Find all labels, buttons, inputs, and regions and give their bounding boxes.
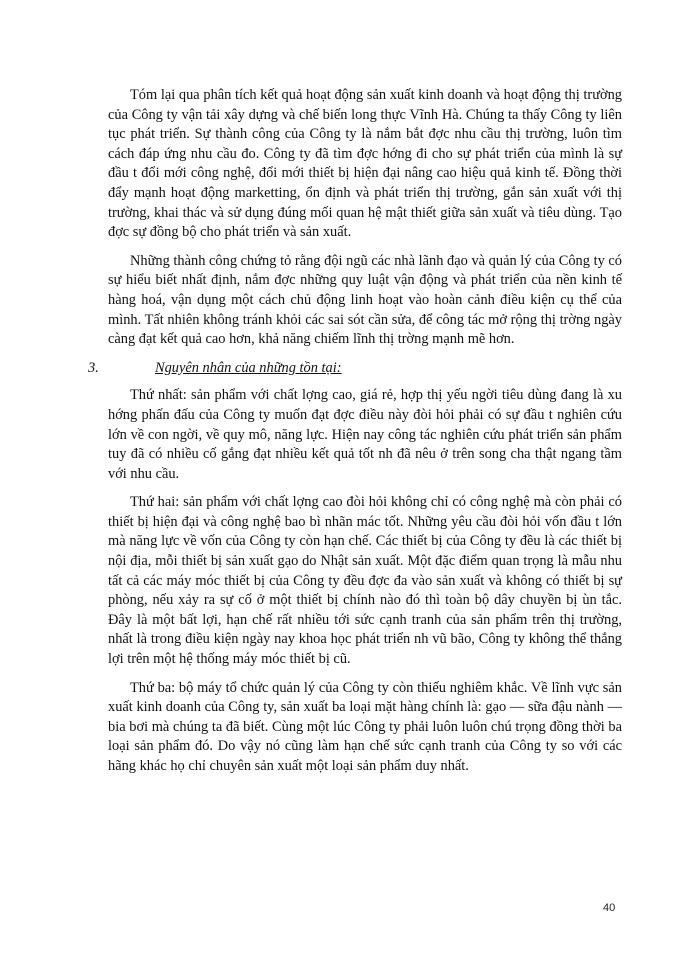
section-title: Nguyên nhân của những tồn tại: xyxy=(155,359,342,376)
section-number: 3. xyxy=(88,359,99,376)
section-heading xyxy=(88,359,622,379)
paragraph-third-cause: Thứ ba: bộ máy tổ chức quản lý của Công ty còn thiếu nghiêm khắc. Về lĩnh vực sản xuất kinh doanh của Công ty, sản xuất ba loại mặt hàng chính là: gạo — sữa đậu nành — bia bơi mà chúng ta đã biết. Cùng một lúc Công ty phải luôn luôn chú trọng đồng thời ba loại sản phẩm đó. Do vậy nó cũng làm hạn chế sức cạnh tranh của Công ty so với các hãng khác họ chỉ chuyên sản xuất một loại sản phẩm duy nhất. xyxy=(108,679,622,774)
paragraph-first-cause: Thứ nhất: sản phẩm với chất lợng cao, giá rẻ, hợp thị yếu ngời tiêu dùng đang là xu hớng phấn đấu của Công ty muốn đạt đợc điều này đòi hỏi phải có sự đầu t nghiên cứu lớn về con ngời, về quy mô, năng lực. Hiện nay công tác nghiên cứu phát triển sản phẩm tuy đã có nhiều cố gắng đạt nhiều kết quả tốt nh đã nêu ở trên song cha thật ngang tầm với nhu cầu. xyxy=(108,387,622,482)
paragraph-summary: Tóm lại qua phân tích kết quả hoạt động sản xuất kinh doanh và hoạt động thị trường của Công ty vận tải xây dựng và chế biến long thực Vĩnh Hà. Chúng ta thấy Công ty liên tục phát triển. Sự thành công của Công ty là nắm bắt đợc nhu cầu thị trường, luôn tìm cách đáp ứng nhu cầu đo. Công ty đã tìm đợc hớng đi cho sự phát triển của mình là sự đầu t đổi mới công nghệ, đổi mới thiết bị hiện đại nâng cao hiệu quả kinh tế. Đồng thời đẩy mạnh hoạt động marketting, ổn định và phát triển thị trường, gắn sản xuất với thị trường, khai thác và sử dụng đúng mối quan hệ mật thiết giữa sản xuất và tiêu dùng. Tạo đợc sự đồng bộ cho phát triển và sản xuất. xyxy=(108,87,622,241)
paragraph-second-cause: Thứ hai: sản phẩm với chất lợng cao đòi hỏi không chỉ có công nghệ mà còn phải có thiết bị hiện đại và công nghệ bao bì nhãn mác tốt. Những yêu cầu đòi hỏi vốn đầu t lớn mà năng lực về vốn của Công ty còn hạn chế. Các thiết bị của Công ty đều là các thiết bị nội địa, mỗi thiết bị sản xuất gạo do Nhật sản xuất. Một đặc điểm quan trọng là mẫu nhu tất cả các máy móc thiết bị của Công ty đều đợc đa vào sản xuất và không có thiết bị sự phòng, nếu xảy ra sự cố ở một thiết bị chính nào đó thì toàn bộ dây chuyền bị ùn tắc. Đây là một bất lợi, hạn chế rất nhiều tới sức cạnh tranh của sản phẩm trên thị trường, nhất là trong điều kiện ngày nay khoa học phát triển nh vũ bão, Công ty không thể thắng lợi trên một hệ thống máy móc thiết bị cũ. xyxy=(108,494,622,668)
document-body xyxy=(88,86,622,786)
paragraph-leadership: Những thành công chứng tỏ rằng đội ngũ các nhà lãnh đạo và quản lý của Công ty có sự hiểu biết nhất định, nắm đợc những quy luật vận động và phát triển của nền kinh tế hàng hoá, vận dụng một cách chủ động linh hoạt vào hoàn cảnh điều kiện cụ thể của mình. Tất nhiên không tránh khỏi các sai sót cần sửa, để công tác mở rộng thị trờng ngày càng đạt kết quả cao hơn, khả năng chiếm lĩnh thị trờng mạnh mẽ hơn. xyxy=(108,252,622,348)
page-number: 40 xyxy=(603,902,616,914)
